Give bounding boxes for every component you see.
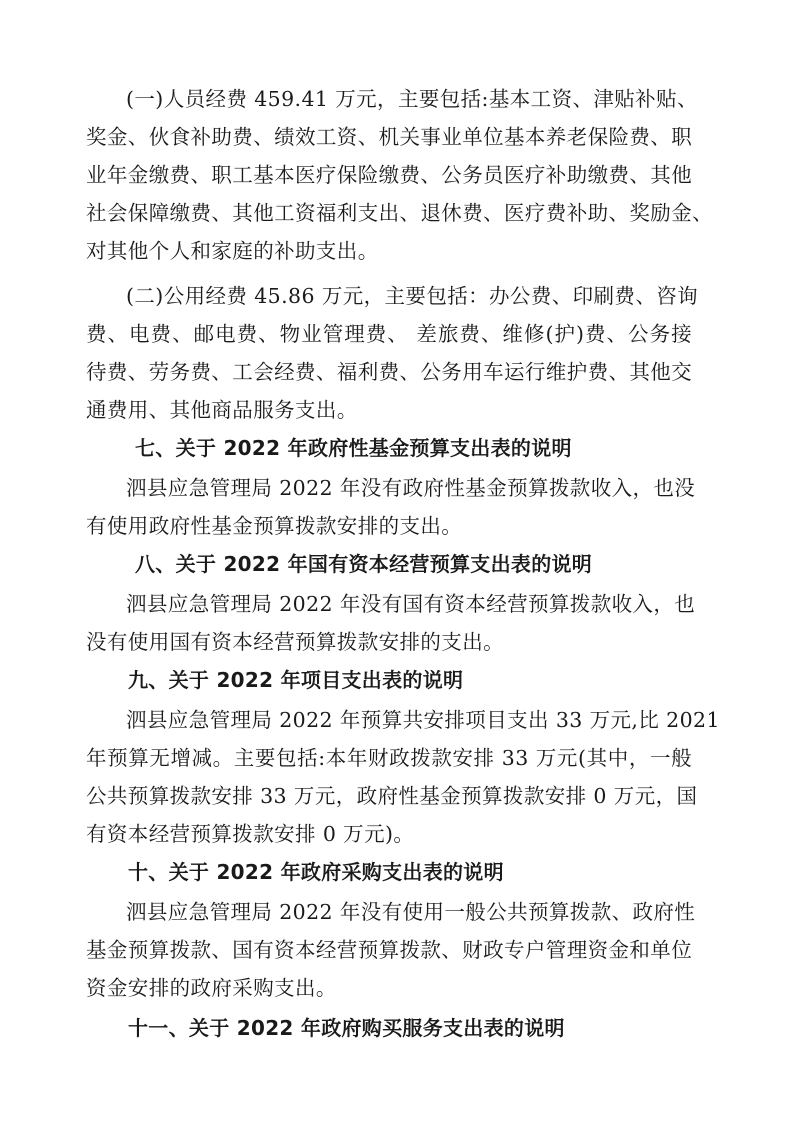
paragraph-line: (二)公用经费 45.86 万元，主要包括：办公费、印刷费、咨询 bbox=[126, 284, 699, 308]
paragraph-line: 奖金、伙食补助费、绩效工资、机关事业单位基本养老保险费、职 bbox=[86, 125, 693, 149]
paragraph-line: 没有使用国有资本经营预算拨款安排的支出。 bbox=[86, 630, 504, 654]
paragraph-line: (一)人员经费 459.41 万元，主要包括:基本工资、津贴补贴、 bbox=[126, 87, 698, 111]
paragraph-line: 泗县应急管理局 2022 年预算共安排项目支出 33 万元,比 2021 bbox=[126, 708, 720, 732]
section-heading: 八、关于 2022 年国有资本经营预算支出表的说明 bbox=[135, 552, 593, 576]
paragraph-line: 公共预算拨款安排 33 万元，政府性基金预算拨款安排 0 万元，国 bbox=[86, 784, 698, 808]
section-heading: 九、关于 2022 年项目支出表的说明 bbox=[128, 668, 464, 692]
paragraph-line: 通费用、其他商品服务支出。 bbox=[86, 398, 358, 422]
paragraph-line: 有使用政府性基金预算拨款安排的支出。 bbox=[86, 514, 463, 538]
paragraph-line: 有资本经营预算拨款安排 0 万元)。 bbox=[86, 822, 415, 846]
paragraph-line: 泗县应急管理局 2022 年没有国有资本经营预算拨款收入，也 bbox=[126, 592, 696, 616]
paragraph-line: 资金安排的政府采购支出。 bbox=[86, 976, 337, 1000]
section-heading: 七、关于 2022 年政府性基金预算支出表的说明 bbox=[135, 436, 572, 460]
paragraph-line: 年预算无增减。主要包括:本年财政拨款安排 33 万元(其中，一般 bbox=[86, 746, 692, 770]
paragraph-line: 泗县应急管理局 2022 年没有政府性基金预算拨款收入，也没 bbox=[126, 476, 696, 500]
paragraph-line: 泗县应急管理局 2022 年没有使用一般公共预算拨款、政府性 bbox=[126, 900, 696, 924]
paragraph-line: 对其他个人和家庭的补助支出。 bbox=[86, 239, 379, 263]
section-heading: 十一、关于 2022 年政府购买服务支出表的说明 bbox=[128, 1016, 565, 1040]
paragraph-line: 费、电费、邮电费、物业管理费、 差旅费、维修(护)费、公务接 bbox=[86, 322, 692, 346]
paragraph-line: 社会保障缴费、其他工资福利支出、退休费、医疗费补助、奖励金、 bbox=[86, 201, 713, 225]
section-heading: 十、关于 2022 年政府采购支出表的说明 bbox=[128, 860, 504, 884]
paragraph-line: 待费、劳务费、工会经费、福利费、公务用车运行维护费、其他交 bbox=[86, 360, 693, 384]
paragraph-line: 业年金缴费、职工基本医疗保险缴费、公务员医疗补助缴费、其他 bbox=[86, 163, 693, 187]
paragraph-line: 基金预算拨款、国有资本经营预算拨款、财政专户管理资金和单位 bbox=[86, 938, 693, 962]
